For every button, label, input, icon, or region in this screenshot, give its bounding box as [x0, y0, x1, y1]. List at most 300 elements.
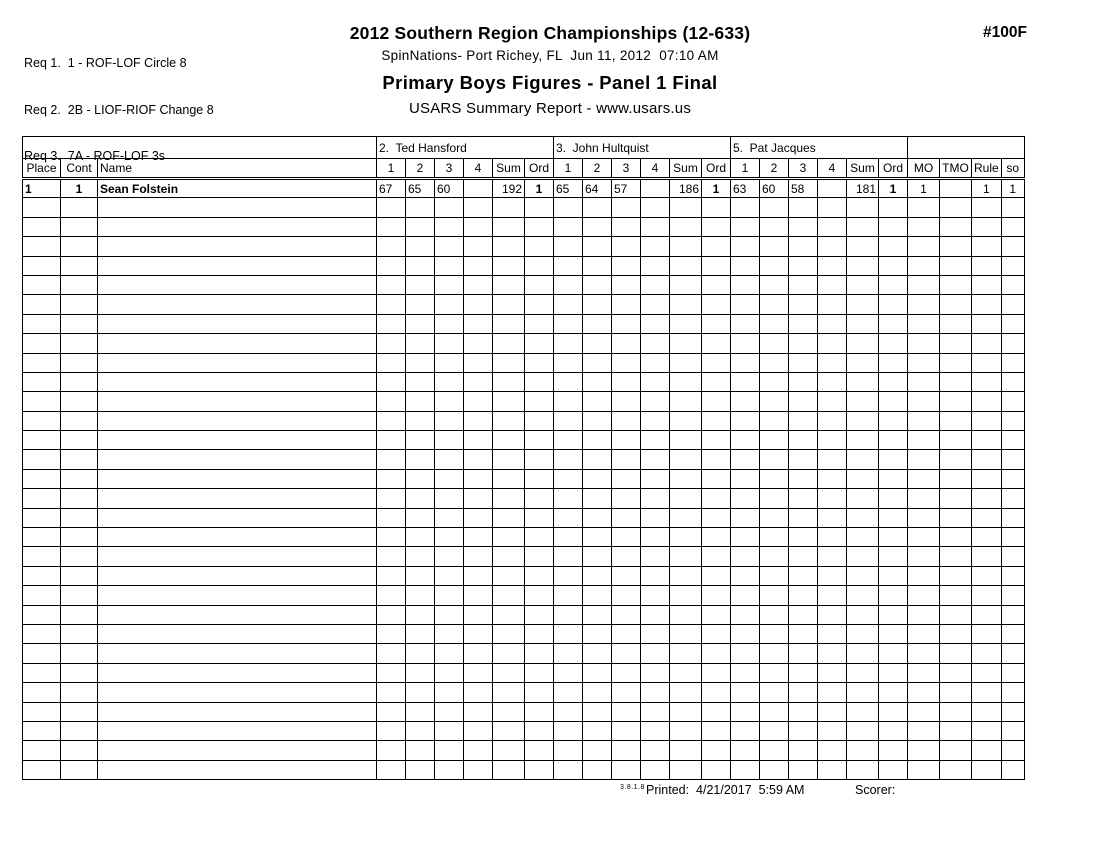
judge3-score-1-cell: [731, 431, 760, 450]
judge1-ord-cell: [525, 411, 554, 430]
rule-cell: [972, 644, 1002, 663]
judge2-ord-cell: [702, 644, 731, 663]
judge2-score-2-cell: [583, 586, 612, 605]
judge1-sum-cell: [493, 547, 525, 566]
place-cell: [23, 508, 61, 527]
judge3-sum-cell: [847, 528, 879, 547]
judge1-score-1-cell: [377, 411, 406, 430]
judge3-sum-cell: [847, 547, 879, 566]
name-cell: [98, 547, 377, 566]
mo-cell: [908, 721, 940, 740]
judge1-sum-cell: [493, 644, 525, 663]
judge3-score-1-cell: [731, 605, 760, 624]
place-cell: [23, 528, 61, 547]
judge1-score-2-cell: [406, 237, 435, 256]
judge1-score-4-cell: [464, 256, 493, 275]
judge2-score-1-cell: [554, 372, 583, 391]
judge2-score-4-cell: [641, 237, 670, 256]
judge2-score-3-cell: [612, 372, 641, 391]
judge1-sum-cell: [493, 237, 525, 256]
judge1-score-4-cell: [464, 741, 493, 760]
judge1-score-4-cell: [464, 198, 493, 217]
mo-cell: [908, 547, 940, 566]
judge2-score-1-cell: 65: [554, 179, 583, 198]
judge1-ord-cell: [525, 663, 554, 682]
judge1-ord-cell: [525, 644, 554, 663]
judge2-ord-cell: [702, 198, 731, 217]
judge1-score-2-cell: [406, 721, 435, 740]
tmo-cell: [940, 624, 972, 643]
judge3-score-4-cell: [818, 295, 847, 314]
judge3-score-1-cell: [731, 741, 760, 760]
judge1-score-1-cell: [377, 314, 406, 333]
judge3-score-3-cell: [789, 275, 818, 294]
place-cell: [23, 334, 61, 353]
rule-cell: [972, 450, 1002, 469]
tmo-cell: [940, 275, 972, 294]
judge2-score-1-cell: [554, 489, 583, 508]
judge1-score-1-cell: [377, 275, 406, 294]
place-cell: [23, 721, 61, 740]
judge1-ord-cell: [525, 256, 554, 275]
judge2-ord-cell: [702, 528, 731, 547]
judge2-ord-cell: [702, 760, 731, 779]
empty-row: [23, 372, 1025, 391]
place-cell: [23, 256, 61, 275]
judge1-score-3-cell: [435, 605, 464, 624]
mo-cell: [908, 450, 940, 469]
judge3-score-1-cell: [731, 334, 760, 353]
judge3-ord-cell: [879, 411, 908, 430]
cont-cell: [61, 411, 98, 430]
judge3-score-2-cell: [760, 334, 789, 353]
judge3-score-4-cell: [818, 431, 847, 450]
cont-cell: [61, 431, 98, 450]
judge1-score-2-cell: [406, 624, 435, 643]
judge2-score-3-cell: [612, 644, 641, 663]
judge1-score-3-cell: [435, 431, 464, 450]
judge3-score-4-cell: [818, 450, 847, 469]
judge1-score-4-cell: [464, 702, 493, 721]
judge2-score-3-cell: [612, 508, 641, 527]
judge1-ord-cell: [525, 683, 554, 702]
judge3-score-3-cell: [789, 508, 818, 527]
judge2-score-2-cell: [583, 411, 612, 430]
judge2-score-1-cell: [554, 314, 583, 333]
judge1-score-3-cell: [435, 217, 464, 236]
judge1-score-3-cell: [435, 508, 464, 527]
judge3-ord-cell: 1: [879, 179, 908, 198]
judge2-score-3-cell: [612, 489, 641, 508]
mo-cell: [908, 392, 940, 411]
judge2-score-1-cell: [554, 256, 583, 275]
empty-row: [23, 644, 1025, 663]
judge3-score-4-cell: [818, 605, 847, 624]
judge2-score-4-cell: [641, 605, 670, 624]
judge2-score-1-cell: [554, 237, 583, 256]
place-cell: [23, 353, 61, 372]
cont-cell: [61, 256, 98, 275]
name-cell: [98, 566, 377, 585]
so-cell: [1001, 721, 1024, 740]
judge2-score-3-cell: [612, 605, 641, 624]
judge2-score-2-cell: [583, 605, 612, 624]
judge2-ord-cell: [702, 586, 731, 605]
judge3-score-3-cell: [789, 760, 818, 779]
judge1-ord-cell: [525, 489, 554, 508]
judge1-score-2-cell: [406, 605, 435, 624]
mo-cell: [908, 586, 940, 605]
judge1-sum-cell: [493, 663, 525, 682]
judge2-score-4-cell: [641, 547, 670, 566]
judge2-ord-cell: [702, 431, 731, 450]
judge1-sum-cell: [493, 721, 525, 740]
judge2-score-3-cell: [612, 334, 641, 353]
cont-cell: [61, 275, 98, 294]
empty-row: [23, 702, 1025, 721]
judge1-score-1-cell: [377, 547, 406, 566]
judge2-score-2-cell: [583, 256, 612, 275]
judge3-score-4-cell: [818, 411, 847, 430]
place-cell: [23, 605, 61, 624]
judge2-score-1-cell: [554, 605, 583, 624]
judge2-score-1-cell: [554, 566, 583, 585]
empty-row: [23, 586, 1025, 605]
judge3-sum-cell: [847, 237, 879, 256]
judge1-sum-cell: [493, 431, 525, 450]
judge3-score-4-cell: [818, 334, 847, 353]
judge2-score-1-cell: [554, 586, 583, 605]
header-judge1-3: 3: [435, 159, 464, 179]
judge2-sum-cell: [670, 256, 702, 275]
name-cell: [98, 508, 377, 527]
so-cell: [1001, 256, 1024, 275]
judge3-sum-cell: [847, 489, 879, 508]
judge1-ord-cell: [525, 295, 554, 314]
judge2-score-1-cell: [554, 702, 583, 721]
judge2-ord-cell: [702, 353, 731, 372]
judge1-sum-cell: [493, 256, 525, 275]
so-cell: [1001, 450, 1024, 469]
judge2-ord-cell: [702, 702, 731, 721]
tmo-cell: [940, 586, 972, 605]
judge3-score-2-cell: [760, 198, 789, 217]
place-cell: [23, 392, 61, 411]
judge3-score-3-cell: [789, 489, 818, 508]
so-cell: [1001, 469, 1024, 488]
judge3-score-3-cell: [789, 450, 818, 469]
so-cell: [1001, 741, 1024, 760]
judge3-score-2-cell: [760, 702, 789, 721]
judge2-score-1-cell: [554, 431, 583, 450]
judge1-ord-cell: [525, 314, 554, 333]
judge1-sum-cell: [493, 295, 525, 314]
judge3-sum-cell: [847, 450, 879, 469]
judge1-sum-cell: [493, 198, 525, 217]
judge1-score-1-cell: [377, 237, 406, 256]
rule-cell: [972, 392, 1002, 411]
judge3-ord-cell: [879, 528, 908, 547]
judge1-score-4-cell: [464, 392, 493, 411]
judge1-score-2-cell: [406, 547, 435, 566]
header-judge1-2: 2: [406, 159, 435, 179]
judge2-score-1-cell: [554, 198, 583, 217]
empty-row: [23, 275, 1025, 294]
name-cell: [98, 334, 377, 353]
rule-cell: [972, 469, 1002, 488]
judge1-sum-cell: [493, 275, 525, 294]
tmo-cell: [940, 566, 972, 585]
judge2-sum-cell: [670, 528, 702, 547]
mo-cell: 1: [908, 179, 940, 198]
empty-row: [23, 721, 1025, 740]
judge1-score-3-cell: 60: [435, 179, 464, 198]
judge3-score-1-cell: [731, 469, 760, 488]
judge3-score-3-cell: [789, 566, 818, 585]
judge1-score-4-cell: [464, 566, 493, 585]
so-cell: [1001, 605, 1024, 624]
judge3-ord-cell: [879, 198, 908, 217]
judge3-score-1-cell: [731, 314, 760, 333]
tmo-cell: [940, 217, 972, 236]
judge1-sum-cell: [493, 450, 525, 469]
mo-cell: [908, 489, 940, 508]
judge3-score-4-cell: [818, 760, 847, 779]
place-cell: [23, 411, 61, 430]
judge2-score-4-cell: [641, 683, 670, 702]
empty-row: [23, 528, 1025, 547]
requirement-line-1: Req 1. 1 - ROF-LOF Circle 8: [24, 56, 187, 70]
judge2-sum-cell: [670, 198, 702, 217]
judge2-sum-cell: [670, 489, 702, 508]
place-cell: [23, 217, 61, 236]
judge2-score-4-cell: [641, 334, 670, 353]
tmo-cell: [940, 198, 972, 217]
judge3-score-2-cell: [760, 663, 789, 682]
judge2-score-1-cell: [554, 547, 583, 566]
judge3-score-3-cell: [789, 295, 818, 314]
rule-cell: [972, 566, 1002, 585]
judge1-score-4-cell: [464, 528, 493, 547]
judge3-sum-cell: [847, 392, 879, 411]
judge1-ord-cell: [525, 528, 554, 547]
judge1-sum-cell: [493, 508, 525, 527]
judge3-ord-cell: [879, 663, 908, 682]
judge1-score-4-cell: [464, 450, 493, 469]
mo-cell: [908, 528, 940, 547]
judge3-score-3-cell: [789, 624, 818, 643]
judge1-score-2-cell: [406, 508, 435, 527]
judge3-score-2-cell: [760, 624, 789, 643]
judge1-score-2-cell: [406, 198, 435, 217]
tmo-cell: [940, 353, 972, 372]
empty-row: [23, 741, 1025, 760]
empty-row: [23, 683, 1025, 702]
name-cell: [98, 431, 377, 450]
cont-cell: [61, 624, 98, 643]
judge3-score-3-cell: [789, 372, 818, 391]
judge3-sum-cell: [847, 760, 879, 779]
judge1-ord-cell: [525, 605, 554, 624]
so-cell: [1001, 275, 1024, 294]
judge2-score-1-cell: [554, 353, 583, 372]
so-cell: [1001, 624, 1024, 643]
judge1-score-2-cell: [406, 334, 435, 353]
mo-cell: [908, 237, 940, 256]
judge2-ord-cell: [702, 275, 731, 294]
judge2-score-4-cell: [641, 586, 670, 605]
judge2-sum-cell: [670, 431, 702, 450]
judge2-ord-cell: [702, 217, 731, 236]
cont-cell: [61, 605, 98, 624]
judge1-score-3-cell: [435, 275, 464, 294]
judge2-sum-cell: [670, 760, 702, 779]
judge2-score-3-cell: [612, 721, 641, 740]
judge3-score-3-cell: [789, 237, 818, 256]
judge2-score-1-cell: [554, 217, 583, 236]
judge1-score-4-cell: [464, 586, 493, 605]
judge1-score-2-cell: [406, 450, 435, 469]
header-judge1-1: 1: [377, 159, 406, 179]
header-place: Place: [23, 159, 61, 179]
judge1-sum-cell: [493, 469, 525, 488]
judge3-ord-cell: [879, 469, 908, 488]
header-judge1-ord: Ord: [525, 159, 554, 179]
judge1-score-1-cell: [377, 586, 406, 605]
judge2-score-4-cell: [641, 217, 670, 236]
judge3-score-2-cell: [760, 314, 789, 333]
header-judge3-3: 3: [789, 159, 818, 179]
place-cell: [23, 624, 61, 643]
judge2-ord-cell: [702, 411, 731, 430]
judge1-score-2-cell: [406, 431, 435, 450]
name-cell: [98, 256, 377, 275]
mo-cell: [908, 508, 940, 527]
judge1-score-1-cell: [377, 528, 406, 547]
judge3-score-4-cell: [818, 586, 847, 605]
judge1-score-2-cell: [406, 411, 435, 430]
rule-cell: [972, 547, 1002, 566]
judge1-ord-cell: [525, 372, 554, 391]
judge3-sum-cell: [847, 295, 879, 314]
judge2-ord-cell: [702, 372, 731, 391]
header-judge2-3: 3: [612, 159, 641, 179]
judge3-score-2-cell: [760, 586, 789, 605]
rule-cell: [972, 256, 1002, 275]
empty-row: [23, 624, 1025, 643]
cont-cell: [61, 372, 98, 391]
cont-cell: [61, 334, 98, 353]
so-cell: [1001, 547, 1024, 566]
judge2-score-4-cell: [641, 431, 670, 450]
judge3-score-2-cell: [760, 644, 789, 663]
judge1-score-1-cell: [377, 683, 406, 702]
so-cell: [1001, 237, 1024, 256]
judge3-sum-cell: [847, 217, 879, 236]
judge3-score-3-cell: [789, 198, 818, 217]
judge2-score-2-cell: [583, 760, 612, 779]
judge2-sum-cell: [670, 741, 702, 760]
tmo-cell: [940, 372, 972, 391]
place-cell: [23, 431, 61, 450]
judge1-ord-cell: [525, 450, 554, 469]
mo-cell: [908, 760, 940, 779]
judge3-score-2-cell: [760, 605, 789, 624]
name-cell: [98, 217, 377, 236]
judge2-score-1-cell: [554, 450, 583, 469]
judge2-sum-cell: [670, 353, 702, 372]
so-cell: [1001, 644, 1024, 663]
judge2-ord-cell: [702, 624, 731, 643]
judge2-score-4-cell: [641, 411, 670, 430]
mo-cell: [908, 469, 940, 488]
header-judge1-4: 4: [464, 159, 493, 179]
judge1-sum-cell: [493, 760, 525, 779]
judge1-score-3-cell: [435, 334, 464, 353]
judge3-score-2-cell: [760, 450, 789, 469]
judge1-ord-cell: [525, 624, 554, 643]
judge1-score-3-cell: [435, 469, 464, 488]
judge2-score-3-cell: [612, 663, 641, 682]
empty-row: [23, 314, 1025, 333]
judge1-score-3-cell: [435, 624, 464, 643]
header-judge3-2: 2: [760, 159, 789, 179]
judge3-score-2-cell: [760, 411, 789, 430]
judge2-score-3-cell: [612, 411, 641, 430]
judge2-sum-cell: [670, 702, 702, 721]
judge1-sum-cell: [493, 411, 525, 430]
empty-row: [23, 353, 1025, 372]
place-cell: [23, 663, 61, 682]
judge1-score-3-cell: [435, 721, 464, 740]
judge3-score-1-cell: [731, 295, 760, 314]
empty-row: [23, 256, 1025, 275]
name-cell: [98, 295, 377, 314]
judge1-ord-cell: 1: [525, 179, 554, 198]
judge2-sum-cell: [670, 605, 702, 624]
judge3-score-2-cell: [760, 237, 789, 256]
judge3-ord-cell: [879, 624, 908, 643]
empty-row: [23, 469, 1025, 488]
judge3-score-4-cell: [818, 528, 847, 547]
judge3-score-1-cell: [731, 217, 760, 236]
judge3-score-4-cell: [818, 256, 847, 275]
name-cell: [98, 644, 377, 663]
judge2-ord-cell: [702, 605, 731, 624]
cont-cell: [61, 721, 98, 740]
place-cell: [23, 760, 61, 779]
judge1-score-2-cell: [406, 683, 435, 702]
cont-cell: [61, 683, 98, 702]
judge1-sum-cell: [493, 489, 525, 508]
name-cell: [98, 237, 377, 256]
rule-cell: [972, 741, 1002, 760]
judge2-score-1-cell: [554, 508, 583, 527]
judge1-ord-cell: [525, 547, 554, 566]
judge2-score-4-cell: [641, 721, 670, 740]
judge2-sum-cell: [670, 217, 702, 236]
judge3-score-3-cell: [789, 353, 818, 372]
judge1-score-3-cell: [435, 489, 464, 508]
judge2-score-3-cell: [612, 198, 641, 217]
column-header-row: [23, 159, 1025, 179]
name-cell: [98, 605, 377, 624]
judge2-score-4-cell: [641, 179, 670, 198]
so-cell: [1001, 760, 1024, 779]
judge1-score-2-cell: [406, 469, 435, 488]
judge1-score-3-cell: [435, 547, 464, 566]
judge1-score-3-cell: [435, 683, 464, 702]
